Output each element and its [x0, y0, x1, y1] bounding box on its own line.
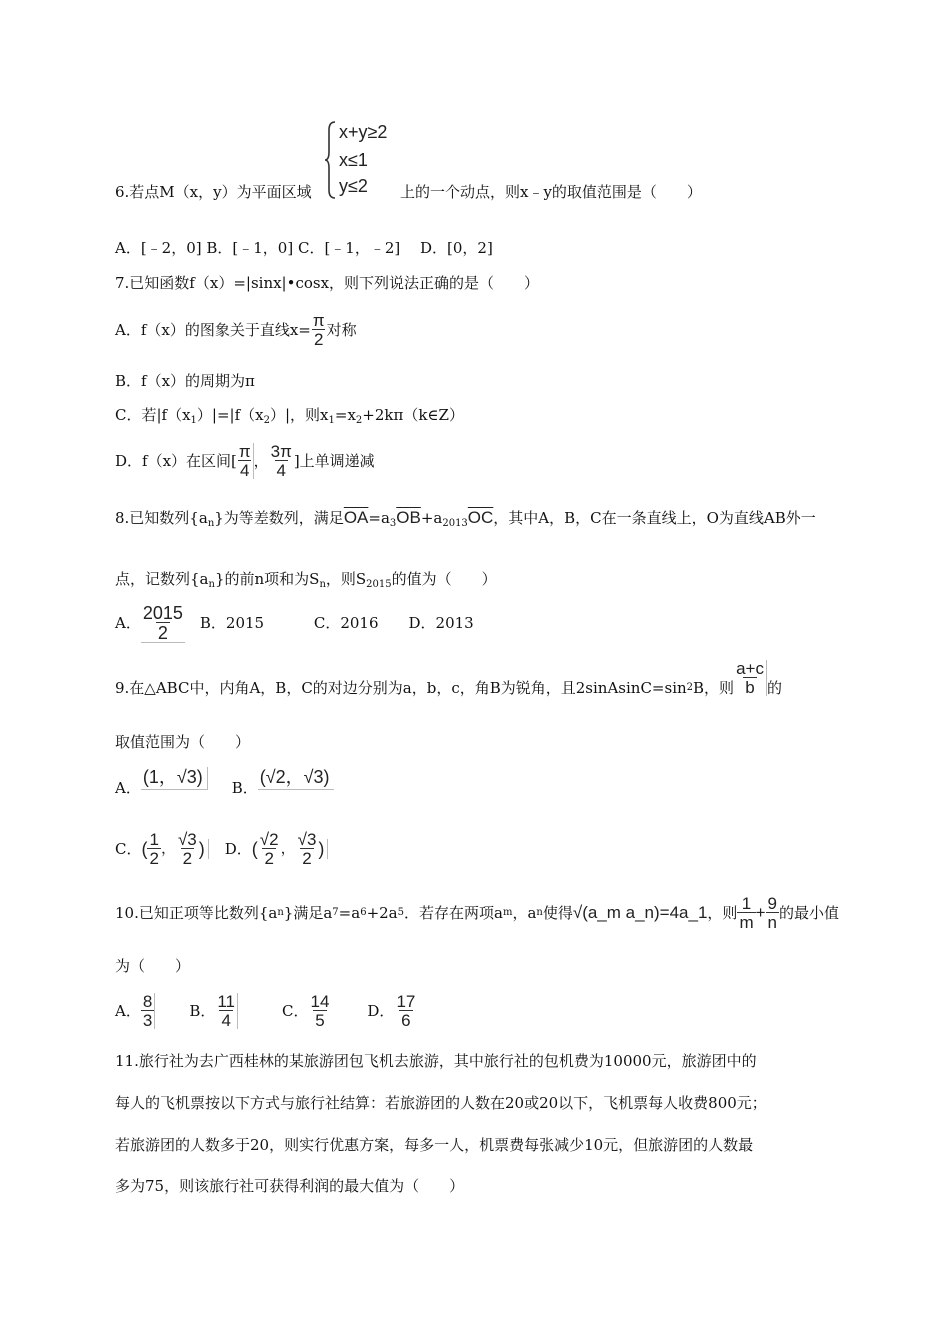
q10-text: ，则 [707, 904, 738, 922]
constraint-system [325, 118, 397, 200]
q10-sub: m [502, 907, 513, 918]
q10-d-label: D． [367, 1002, 395, 1020]
q7-d-sep: ， [253, 452, 269, 470]
q9-a-value: (1，√3) [141, 767, 208, 790]
q8-other-options: B．2015 C．2016 D．2013 [184, 614, 474, 632]
q8-text: 的值为（ ） [391, 570, 497, 588]
q7-d-num: π [238, 442, 251, 461]
q9-c-paren: ( [141, 839, 148, 859]
q10-frac-num: 9 [767, 894, 778, 913]
q7-a-suffix: 对称 [326, 321, 357, 339]
q10-line-1 [115, 888, 839, 938]
q8-line-1 [115, 508, 816, 534]
q10-text: 10.已知正项等比数列{a [115, 904, 278, 922]
q8-options [115, 600, 474, 646]
q8-sub: n [319, 579, 326, 590]
q10-text: }满足a [283, 904, 333, 922]
q9-text: 的 [766, 679, 782, 697]
q9-frac-num: a+c [736, 659, 764, 678]
q7-option-d [115, 438, 375, 484]
vector-ob: $\overline{OB}$ [396, 508, 421, 527]
q10-num: 8 [142, 992, 153, 1011]
q9-d-label: D． [224, 840, 252, 858]
q8-text: }的前n项和为S [214, 570, 320, 588]
q7-c-text: =x [334, 406, 356, 424]
q10-line-2: 为（ ） [115, 957, 191, 975]
q8-text: =a [368, 509, 390, 527]
q9-d-den: 2 [264, 849, 274, 868]
q10-a-label: A． [115, 1002, 141, 1020]
q8-text: }为等差数列，满足 [214, 509, 344, 527]
q7-a-text: A．f（x）的图象关于直线x= [115, 321, 311, 339]
q10-num: 11 [217, 992, 235, 1011]
q9-c-den: 2 [149, 849, 159, 868]
q9-c-num: 1 [149, 830, 159, 849]
q10-frac-den: m [739, 913, 754, 932]
vector-oc: $\overline{OC}$ [467, 508, 494, 527]
q8-sub: n [208, 579, 215, 590]
q7-c-sub: 1 [190, 415, 197, 426]
q10-text: 的最小值 [779, 904, 840, 922]
q10-num: 14 [310, 992, 330, 1011]
q10-text: 使得 [542, 904, 573, 922]
q9-sup: 2 [686, 682, 694, 693]
q10-text: ．若存在两项a [404, 904, 503, 922]
q8-text: ，其中A，B，C在一条直线上，O为直线AB外一 [493, 509, 816, 527]
q7-d-fraction-1 [237, 443, 254, 479]
q7-c-sub: 1 [328, 415, 335, 426]
q10-text: ，a [512, 904, 537, 922]
q10-sqrt-equation: √(a_m a_n)=4a_1 [572, 903, 708, 922]
q9-d-num: √2 [259, 830, 279, 849]
q10-a-fraction [141, 993, 155, 1029]
q7-c-text: ）|=|f（x [196, 406, 264, 424]
q9-c-fraction-1 [147, 831, 160, 867]
q9-c-paren: ) [199, 839, 209, 859]
q11-line-4: 多为75，则该旅行社可获得利润的最大值为（ ） [115, 1177, 465, 1195]
q9-a-label: A． [115, 779, 141, 797]
q7-d-text: D．f（x）在区间[ [115, 452, 237, 470]
q7-c-text: C．若|f（x [115, 406, 191, 424]
q9-c-label: C． [115, 840, 142, 858]
q6-options: A．[﹣2，0] B．[﹣1，0] C．[﹣1，﹣2] D．[0，2] [115, 239, 493, 257]
q8-text: ，则S [325, 570, 367, 588]
q7-a-num: π [312, 311, 325, 330]
q10-plus: + [755, 903, 766, 922]
q10-frac-num: 1 [741, 894, 752, 913]
q7-d-fraction-2 [269, 443, 294, 479]
q7-d-text: ]上单调递减 [293, 452, 375, 470]
constraint-2: x≤1 [339, 150, 368, 170]
q7-option-c [115, 405, 464, 431]
q7-d-den: 4 [240, 461, 250, 480]
q7-stem: 7.已知函数f（x）=|sinx|•cosx，则下列说法正确的是（ ） [115, 274, 540, 292]
q8-sub: 2013 [442, 518, 468, 529]
q7-option-b: B．f（x）的周期为π [115, 372, 255, 390]
q7-c-sub: 2 [355, 415, 363, 426]
q8-a-label: A． [115, 614, 141, 632]
q10-d-fraction [394, 993, 417, 1029]
q10-b-label: B． [189, 1002, 216, 1020]
q9-d-sep: ， [280, 840, 296, 857]
q8-sub: n [207, 518, 215, 529]
q9-text: B，则 [693, 679, 735, 697]
q10-den: 4 [221, 1011, 231, 1030]
vector-oa: $\overline{OA}$ [343, 508, 369, 527]
q10-sub: n [277, 907, 284, 918]
q10-den: 6 [401, 1011, 411, 1030]
q8-sub: 2015 [366, 579, 392, 590]
q11-line-3: 若旅游团的人数多于20，则实行优惠方案，每多一人，机票费每张减少10元，但旅游团的人数最 [115, 1136, 754, 1154]
q7-c-sub: 2 [263, 415, 270, 426]
q7-d-den: 4 [276, 461, 286, 480]
q10-sub: 5 [397, 907, 404, 918]
q8-sub: 3 [389, 518, 397, 529]
q10-text: =a [338, 904, 361, 922]
q7-a-den: 2 [314, 330, 324, 349]
q9-frac-den: b [745, 678, 755, 697]
q9-c-sep: ， [160, 840, 176, 857]
left-brace [325, 120, 337, 200]
q6-stem-part1: 6.若点M（x，y）为平面区域 [115, 183, 312, 201]
q9-b-label: B． [231, 779, 258, 797]
q9-options-ab [115, 762, 334, 798]
q11-line-2: 每人的飞机票按以下方式与旅行社结算：若旅游团的人数在20或20以下，飞机票每人收费800元； [115, 1094, 767, 1112]
q9-d-num: √3 [297, 830, 317, 849]
q9-c-fraction-2 [176, 831, 199, 867]
q8-text: 点，记数列{a [115, 570, 209, 588]
q9-text: 9.在△ABC中，内角A，B，C的对边分别为a，b，c，角B为锐角，且2sinAsinC=sin [115, 679, 687, 697]
q9-line-1 [115, 659, 782, 713]
q8-a-fraction [141, 604, 185, 643]
q10-den: 3 [142, 1011, 153, 1030]
q10-b-fraction [215, 993, 238, 1029]
q9-d-fraction-2 [296, 831, 319, 867]
q9-d-den: 2 [302, 849, 312, 868]
q10-options [115, 988, 417, 1034]
q9-line-2: 取值范围为（ ） [115, 733, 251, 751]
q9-fraction [734, 660, 767, 696]
q7-d-num: 3π [270, 442, 292, 461]
q8-a-num: 2015 [142, 602, 183, 623]
q9-d-paren: ) [318, 839, 328, 859]
q9-c-den: 2 [182, 849, 193, 868]
constraint-1: x+y≥2 [339, 122, 388, 142]
q10-den: 5 [315, 1011, 325, 1030]
q10-text: +2a [366, 904, 398, 922]
q8-line-2 [115, 569, 497, 595]
q9-d-paren: ( [251, 839, 258, 859]
q9-b-value: (√2，√3) [258, 767, 334, 790]
q10-fraction-2 [766, 895, 779, 931]
q11-line-1: 11.旅行社为去广西桂林的某旅游团包飞机去旅游，其中旅行社的包机费为10000元，旅游团中的 [115, 1052, 757, 1070]
q8-a-den: 2 [157, 622, 168, 643]
q10-sub: 7 [332, 907, 339, 918]
q10-sub: 6 [360, 907, 367, 918]
q10-frac-den: n [767, 913, 778, 932]
q9-c-num: √3 [177, 830, 197, 849]
q7-option-a [115, 308, 357, 352]
q8-text: +a [420, 509, 443, 527]
q8-text: 8.已知数列{a [115, 509, 208, 527]
q10-c-fraction [308, 993, 331, 1029]
q6-stem-part2: 上的一个动点，则x﹣y的取值范围是（ ） [400, 183, 702, 201]
q10-fraction-1 [737, 895, 755, 931]
q7-a-fraction [311, 312, 327, 348]
constraint-3: y≤2 [339, 176, 368, 196]
q9-d-fraction-1 [258, 831, 281, 867]
q7-c-text: ）|，则x [269, 406, 329, 424]
q10-num: 17 [396, 992, 416, 1011]
q10-sub: n [536, 907, 543, 918]
q10-c-label: C． [282, 1002, 309, 1020]
q9-options-cd [115, 826, 328, 872]
q7-c-text: +2kπ（k∈Z） [362, 406, 464, 424]
